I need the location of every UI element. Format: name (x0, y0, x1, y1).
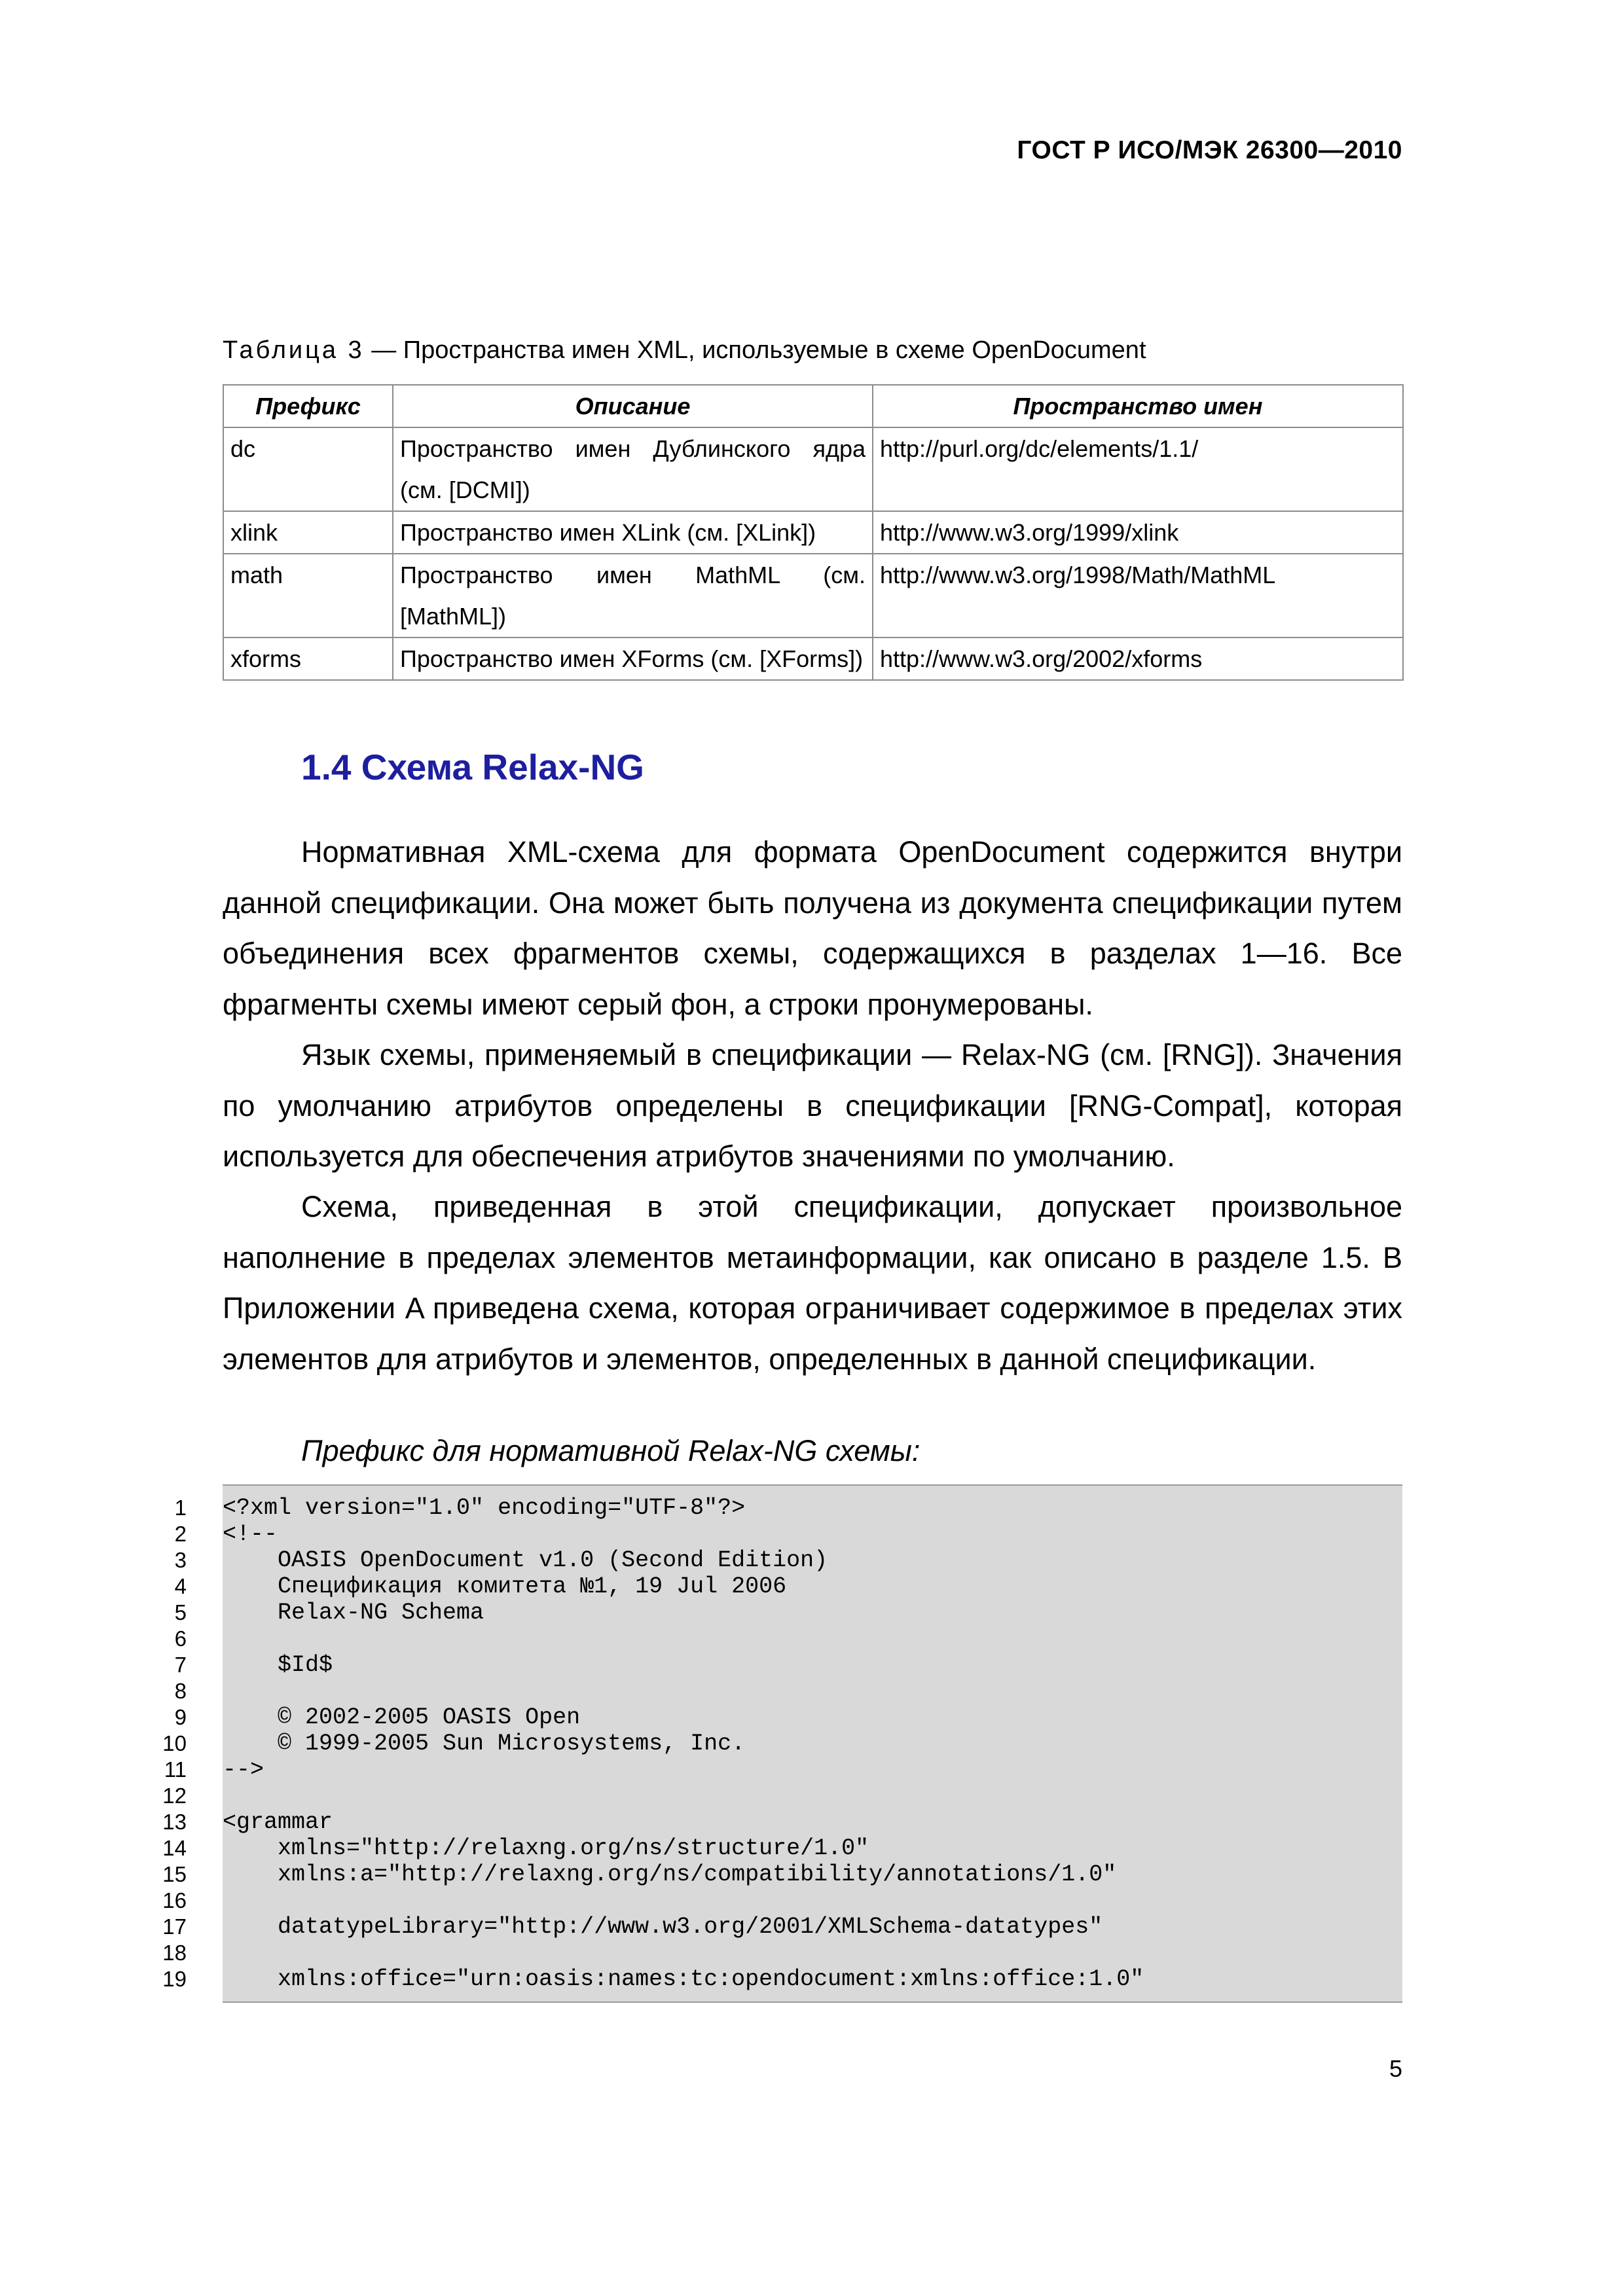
table-row (223, 511, 1403, 554)
code-line (0, 1861, 1623, 1888)
code-line (0, 1704, 1623, 1731)
table-row (223, 637, 1403, 680)
code-line (0, 1940, 1623, 1966)
code-line (0, 1888, 1623, 1914)
namespace-cell: http://www.w3.org/1998/Math/MathML (873, 554, 1403, 637)
code-line (0, 1835, 1623, 1861)
code-line-number: 15 (162, 1862, 187, 1886)
code-line-number: 2 (174, 1522, 187, 1546)
prefix-cell: xforms (223, 637, 393, 680)
description-cell: Пространство имен Дублинского ядра (см. [DCMI]) (393, 427, 873, 511)
description-cell: Пространство имен XForms (см. [XForms]) (393, 637, 873, 680)
column-header-prefix: Префикс (223, 385, 393, 427)
code-line-number: 16 (162, 1888, 187, 1912)
table-row (223, 554, 1403, 637)
code-line-text: OASIS OpenDocument v1.0 (Second Edition) (223, 1547, 828, 1573)
code-line-text: <!-- (223, 1521, 278, 1547)
table-caption-label: Таблица 3 (223, 336, 365, 364)
code-line-number: 9 (174, 1705, 187, 1729)
code-line (0, 1573, 1623, 1600)
namespace-cell: http://www.w3.org/1999/xlink (873, 511, 1403, 554)
code-line (0, 1652, 1623, 1678)
code-line (0, 1966, 1623, 1992)
code-line-number: 1 (174, 1496, 187, 1520)
code-line (0, 1600, 1623, 1626)
code-line-number: 6 (174, 1626, 187, 1651)
code-line-text: $Id$ (223, 1652, 333, 1678)
prefix-cell: math (223, 554, 393, 637)
paragraph (223, 1181, 1402, 1384)
description-cell: Пространство имен XLink (см. [XLink]) (393, 511, 873, 554)
paragraph-text: Язык схемы, применяемый в спецификации — Relax-NG (см. [RNG]). Значения по умолчанию атрибутов определены в спецификации [RNG-Compat], которая используется для обеспечения атрибутов значениями по умолчанию. (223, 1038, 1402, 1173)
code-line-text: <grammar (223, 1809, 333, 1835)
code-line-number: 8 (174, 1679, 187, 1703)
schema-prefix-lead-in: Префикс для нормативной Relax-NG схемы: (301, 1434, 921, 1467)
paragraph-text: Нормативная XML-схема для формата OpenDocument содержится внутри данной спецификации. Она может быть получена из документа спецификации путем объединения всех фрагментов схемы, содержащихся в разделах 1—16. Все фрагменты схемы имеют серый фон, а строки пронумерованы. (223, 835, 1402, 1021)
code-line (0, 1678, 1623, 1704)
code-line-text: datatypeLibrary="http://www.w3.org/2001/XMLSchema-datatypes" (223, 1914, 1103, 1940)
code-line-number: 19 (162, 1967, 187, 1991)
description-cell: Пространство имен MathML (см. [MathML]) (393, 554, 873, 637)
code-line-number: 7 (174, 1653, 187, 1677)
code-line-text: --> (223, 1757, 264, 1783)
namespace-cell: http://www.w3.org/2002/xforms (873, 637, 1403, 680)
code-line (0, 1626, 1623, 1652)
code-line-text: xmlns:a="http://relaxng.org/ns/compatibility/annotations/1.0" (223, 1861, 1117, 1888)
code-line-number: 18 (162, 1941, 187, 1965)
code-line-number: 13 (162, 1810, 187, 1834)
code-line (0, 1547, 1623, 1573)
paragraph (223, 1030, 1402, 1182)
code-line-text: <?xml version="1.0" encoding="UTF-8"?> (223, 1495, 746, 1521)
namespaces-table (223, 384, 1404, 681)
table-caption (223, 336, 1402, 365)
section-heading: 1.4 Схема Relax-NG (301, 747, 644, 787)
code-line (0, 1783, 1623, 1809)
code-line-text: Спецификация комитета №1, 19 Jul 2006 (223, 1573, 787, 1600)
code-line-number: 14 (162, 1836, 187, 1860)
code-line-text: xmlns="http://relaxng.org/ns/structure/1.0" (223, 1835, 869, 1861)
code-line-text: © 1999-2005 Sun Microsystems, Inc. (223, 1731, 746, 1757)
code-line-number: 17 (162, 1914, 187, 1939)
namespace-cell: http://purl.org/dc/elements/1.1/ (873, 427, 1403, 511)
code-line (0, 1914, 1623, 1940)
code-line (0, 1731, 1623, 1757)
prefix-cell: xlink (223, 511, 393, 554)
code-line-number: 12 (162, 1784, 187, 1808)
code-line-text: Relax-NG Schema (223, 1600, 484, 1626)
prefix-cell: dc (223, 427, 393, 511)
code-line-number: 5 (174, 1600, 187, 1624)
column-header-description: Описание (393, 385, 873, 427)
document-standard-code: ГОСТ Р ИСО/МЭК 26300—2010 (1017, 136, 1402, 164)
code-line-text: © 2002-2005 OASIS Open (223, 1704, 581, 1731)
code-line-number: 11 (164, 1757, 187, 1782)
paragraph (223, 827, 1402, 1030)
table-header-row (223, 385, 1403, 427)
code-line-number: 10 (162, 1731, 187, 1755)
code-line (0, 1757, 1623, 1783)
code-line (0, 1495, 1623, 1521)
column-header-namespace: Пространство имен (873, 385, 1403, 427)
page-number: 5 (1389, 2055, 1402, 2082)
paragraph-text: Схема, приведенная в этой спецификации, допускает произвольное наполнение в пределах элементов метаинформации, как описано в разделе 1.5. В Приложении A приведена схема, которая ограничивает содержимое в пределах этих элементов для атрибутов и элементов, определенных в данной спецификации. (223, 1190, 1402, 1376)
table-caption-text: — Пространства имен XML, используемые в схеме OpenDocument (364, 336, 1146, 364)
code-line (0, 1809, 1623, 1835)
code-line-text: xmlns:office="urn:oasis:names:tc:opendocument:xmlns:office:1.0" (223, 1966, 1144, 1992)
code-line-number: 4 (174, 1574, 187, 1598)
code-line (0, 1521, 1623, 1547)
table-row (223, 427, 1403, 511)
code-line-number: 3 (174, 1548, 187, 1572)
